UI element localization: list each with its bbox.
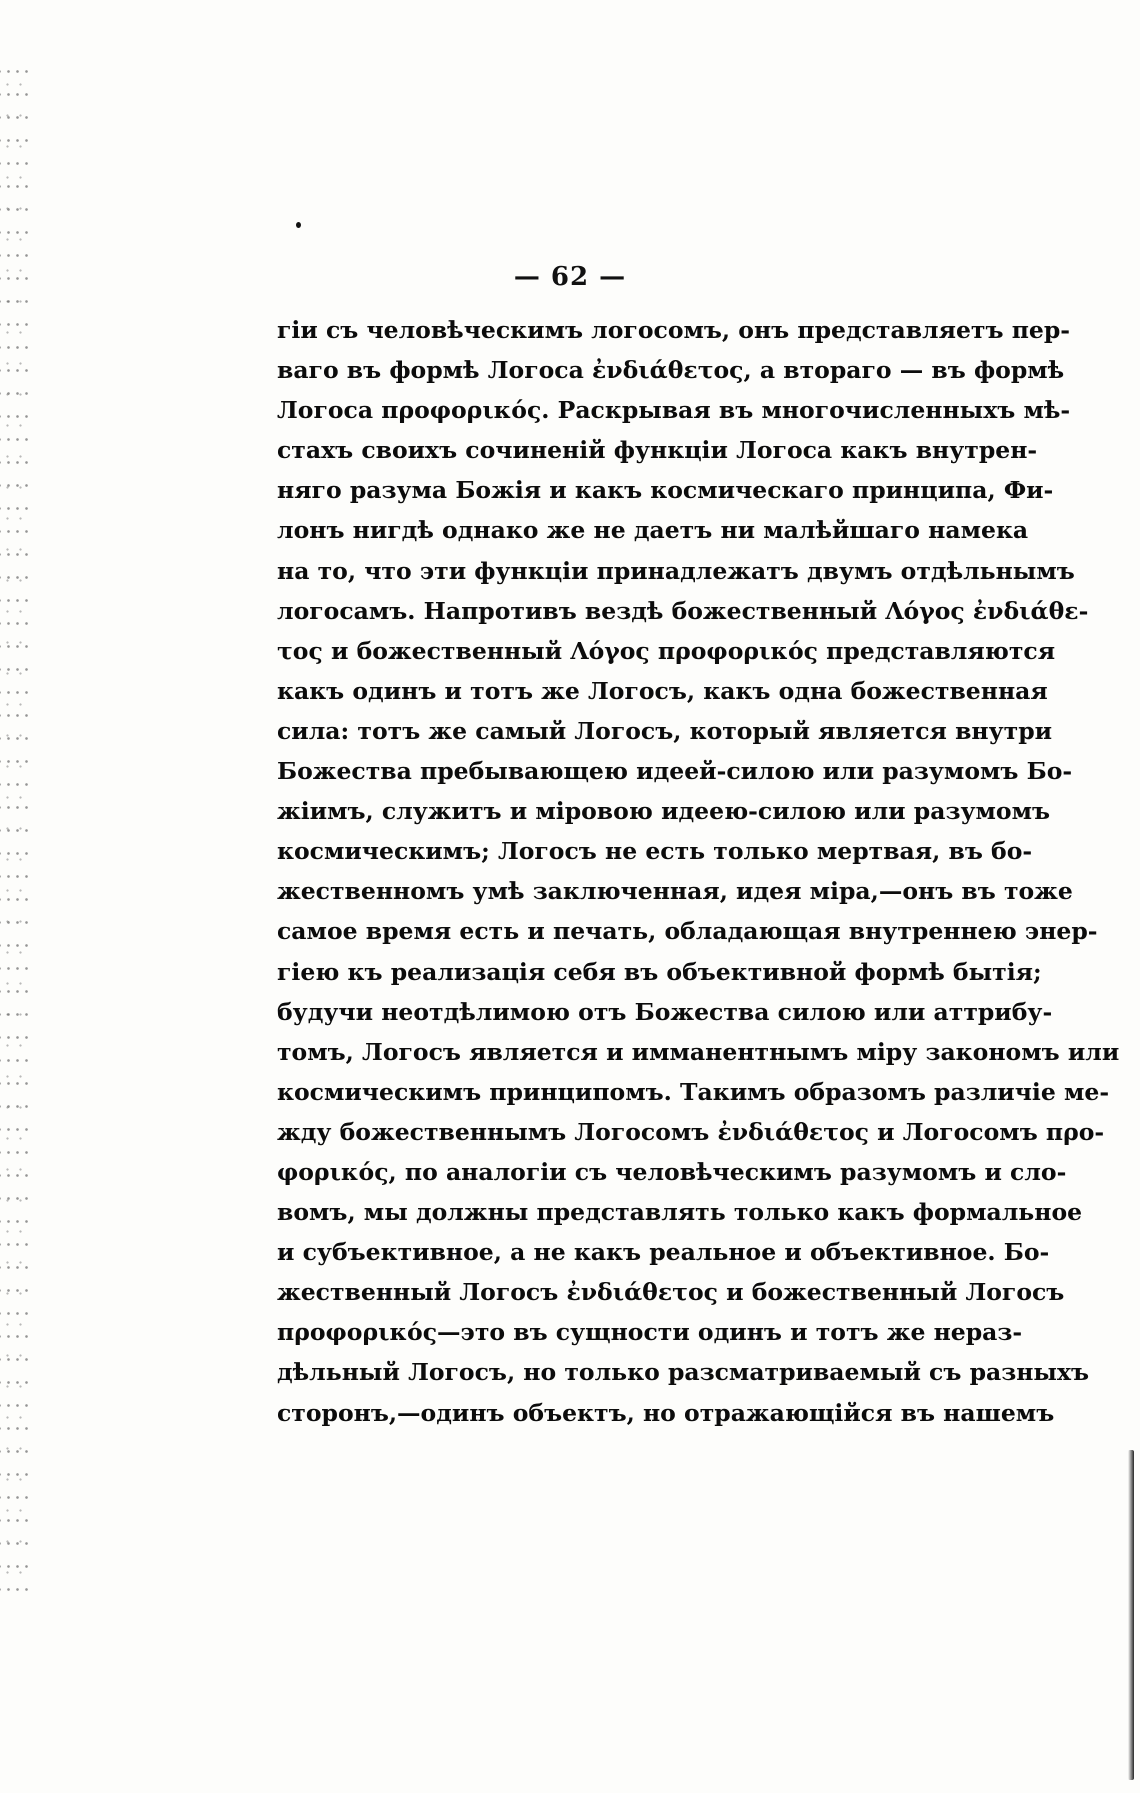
text-line: няго разума Божія и какъ космическаго принципа, Фи- [277, 476, 1054, 505]
scan-edge-right [1128, 1450, 1134, 1780]
text-line: самое время есть и печать, обладающая внутреннею энер- [277, 917, 1098, 946]
text-line: будучи неотдѣлимою отъ Божества силою или аттрибу- [277, 997, 1053, 1026]
text-line: логосамъ. Напротивъ вездѣ божественный Λόγος ἐνδιάθε- [277, 596, 1089, 625]
text-line: лонъ нигдѣ однако же не даетъ ни малѣйшаго намека [277, 516, 1029, 545]
text-line: Божества пребывающею идеей-силою или разумомъ Бо- [277, 757, 1073, 786]
text-line: дѣльный Логосъ, но только разсматриваемый съ разныхъ [277, 1358, 1090, 1387]
page-number: — 62 — [513, 262, 627, 292]
text-line: φορικός, по аналогіи съ человѣческимъ разумомъ и сло- [277, 1157, 1067, 1186]
text-line: и субъективное, а не какъ реальное и объективное. Бо- [277, 1238, 1050, 1267]
body-text [277, 310, 1120, 1433]
text-line: жду божественнымъ Логосомъ ἐνδιάθετος и Логосомъ προ- [277, 1117, 1105, 1146]
text-line: гіи съ человѣческимъ логосомъ, онъ представляетъ пер- [277, 316, 1071, 344]
text-line: τος и божественный Λόγος προφορικός представляются [277, 636, 1056, 665]
text-line: жественный Логосъ ἐνδιάθετος и божественный Логосъ [277, 1278, 1065, 1307]
text-line: сила: тотъ же самый Логосъ, который является внутри [277, 716, 1053, 745]
text-line: какъ одинъ и тотъ же Логосъ, какъ одна божественная [277, 676, 1048, 705]
text-line: на то, что эти функціи принадлежатъ двумъ отдѣльнымъ [277, 556, 1075, 585]
text-line: ваго въ формѣ Логоса ἐνδιάθετος, а втораго — въ формѣ [277, 356, 1065, 385]
ink-dot [296, 222, 301, 228]
text-line: гіею къ реализація себя въ объективной формѣ бытія; [277, 957, 1042, 986]
text-line: жіимъ, служитъ и міровою идеею-силою или разумомъ [277, 797, 1051, 826]
text-line: жественномъ умѣ заключенная, идея міра,—онъ въ тоже [277, 877, 1073, 906]
text-line: стахъ своихъ сочиненій функціи Логоса какъ внутрен- [277, 436, 1038, 465]
text-line: томъ, Логосъ является и имманентнымъ міру закономъ или [277, 1037, 1120, 1066]
text-line: προφορικός—это въ сущности одинъ и тотъ же нераз- [277, 1318, 1023, 1347]
text-line: Логоса προφορικός. Раскрывая въ многочисленныхъ мѣ- [277, 396, 1071, 425]
text-line: космическимъ; Логосъ не есть только мертвая, въ бо- [277, 837, 1033, 866]
text-line: вомъ, мы должны представлять только какъ формальное [277, 1198, 1083, 1227]
text-line: космическимъ принципомъ. Такимъ образомъ различіе ме- [277, 1077, 1110, 1106]
text-line: сторонъ,—одинъ объектъ, но отражающійся въ нашемъ [277, 1398, 1055, 1427]
